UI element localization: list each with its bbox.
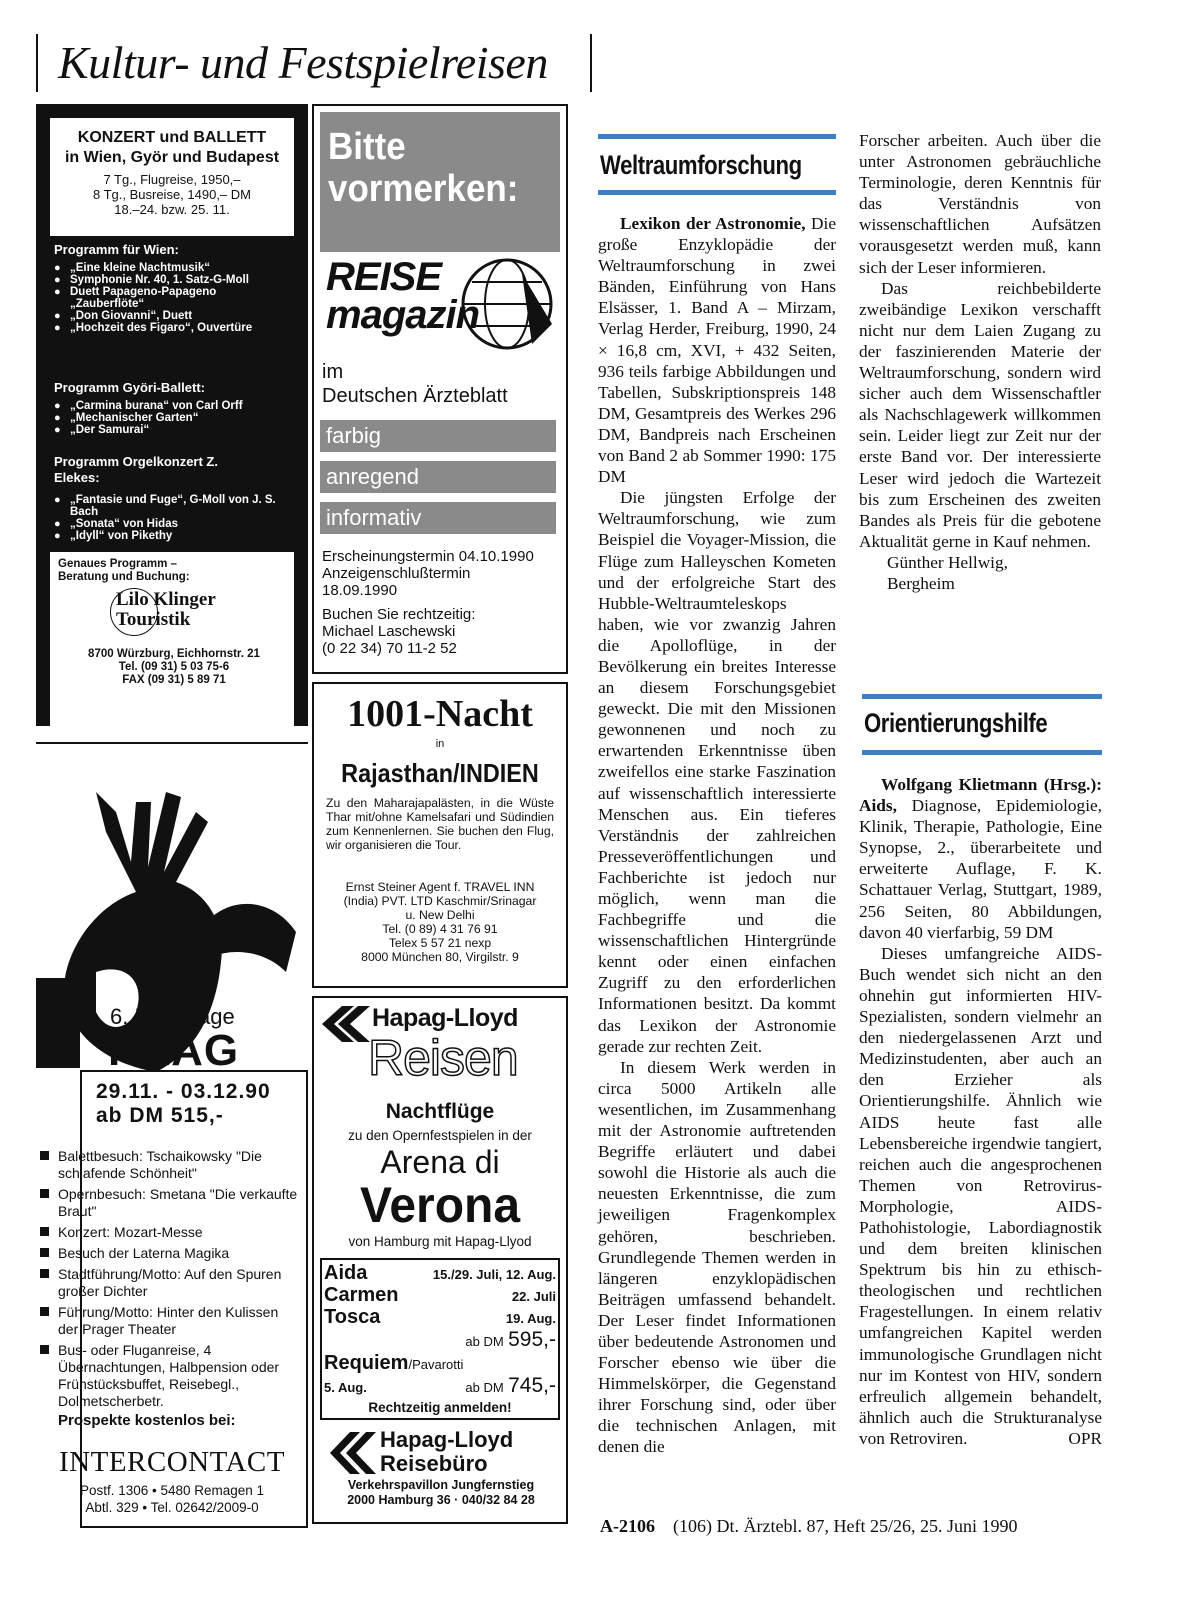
- feature-bar: farbig: [320, 420, 556, 452]
- program-item: ● „Mechanischer Garten“: [54, 412, 298, 424]
- bullet-icon: [40, 1227, 49, 1236]
- office-line: Hapag-Lloyd: [380, 1427, 514, 1452]
- article2-lead: Wolfgang Klietmann (Hrsg.): Aids,: [859, 775, 1102, 816]
- program-heading: Programm Györi-Ballett:: [54, 380, 205, 395]
- ad-1001-title: 1001-Nacht: [347, 693, 533, 735]
- date-line: 18.09.1990: [322, 582, 398, 599]
- price-value: 595,-: [508, 1328, 556, 1351]
- hapag-zu: zu den Opernfestspielen in der: [348, 1128, 532, 1143]
- program-item: ● „Eine kleine Nachtmusik“: [54, 262, 280, 274]
- article-heading-weltraumforschung: Weltraumforschung: [600, 150, 802, 180]
- article2-column: [859, 774, 1102, 1449]
- heading-rule: [862, 694, 1102, 699]
- booking-label: Genaues Programm – Beratung und Buchung:: [58, 558, 190, 583]
- article1-column1: [598, 213, 836, 1458]
- program-item: ● Duett Papageno-Papageno „Zauberflöte“: [54, 286, 280, 310]
- program-gyoer: [54, 380, 298, 436]
- ad-konzert-details: [50, 172, 294, 217]
- hapag-office: [380, 1428, 513, 1476]
- logo-line: REISE: [326, 255, 442, 299]
- company-contact: [60, 648, 288, 687]
- feature-bar: anregend: [320, 461, 556, 493]
- contact-line: Tel. (0 89) 4 31 76 91: [382, 922, 498, 936]
- program-heading: Programm für Wien:: [54, 242, 179, 257]
- prag-item: Konzert: Mozart-Messe: [58, 1224, 203, 1240]
- hapag-anmelden: Rechtzeitig anmelden!: [368, 1400, 512, 1415]
- program-item: ● Symphonie Nr. 40, 1. Satz-G-Moll: [54, 274, 280, 286]
- article1-reference: Die große Enzyklopädie der Weltraumforschung in zwei Bänden, Einführung von Hans Elsässer, 1. Band A – Mirzam, Verlag Herder, Freiburg, 1990, 24 × 16,8 cm, XVI, + 432 Seiten, 936 teils farbige Abbildungen und Tabellen, Subskriptionspreis 148 DM, Gesamtpreis des Werkes 296 DM, Bandpreis nach Erscheinen von Band 2 ab Sommer 1990: 175 DM: [598, 214, 836, 487]
- price-value: 745,-: [508, 1374, 556, 1397]
- ad-reise-magazin: [312, 104, 568, 674]
- address-line: Abtl. 329 • Tel. 02642/2009-0: [85, 1500, 259, 1515]
- ad-bitte-banner: [320, 112, 560, 252]
- contact-line: (India) PVT. LTD Kaschmir/Srinagar: [343, 894, 537, 908]
- program-orgel: [54, 454, 234, 486]
- publication-name: Deutschen Ärzteblatt: [322, 385, 508, 407]
- bullet-icon: [40, 1248, 49, 1257]
- page-number: A-2106: [600, 1516, 655, 1536]
- prag-price: ab DM 515,-: [96, 1104, 224, 1127]
- opera-dates: 19. Aug.: [505, 1311, 556, 1326]
- opera-dates: 15./29. Juli, 12. Aug.: [432, 1267, 556, 1282]
- ad-kulturtage-prag: [36, 742, 308, 1528]
- ad-1001-subtitle: Rajasthan/INDIEN: [341, 758, 539, 788]
- prag-item: Bus- oder Fluganreise, 4 Übernachtungen, Halbpension oder Frühstücksbuffet, Reisebegl., Dolmetscherbetr.: [58, 1342, 280, 1409]
- hapag-nachtfluege: Nachtflüge: [385, 1100, 495, 1123]
- contact-line: 8700 Würzburg, Eichhornstr. 21: [88, 648, 260, 660]
- program-item: ● „Carmina burana“ von Carl Orff: [54, 400, 298, 412]
- price-label: ab DM: [465, 1380, 504, 1395]
- ad-hapag-lloyd: [312, 996, 568, 1524]
- opera-dates: 22. Juli: [511, 1289, 556, 1304]
- opera-name: Aida: [324, 1262, 368, 1284]
- hapag-opera-list: [324, 1262, 556, 1415]
- prag-title: PRAG: [108, 1026, 240, 1075]
- hapag-address: [320, 1478, 562, 1508]
- heading-rule: [598, 190, 836, 195]
- ad-1001-body: Zu den Maharajapalästen, in die Wüste Thar mit/ohne Kamelsafari und Südindien zum Kennenlernen. Sie buchen den Flug, wir organisieren die Tour.: [326, 796, 554, 852]
- program-orgel-list: [54, 494, 298, 542]
- ad-konzert-title: [50, 128, 294, 168]
- reise-magazin-logo: [326, 255, 480, 337]
- title-line: KONZERT und BALLETT: [77, 129, 267, 146]
- ad-bitte-dates: [322, 548, 534, 599]
- logo-line: magazin: [326, 293, 480, 337]
- prag-prospekte: Prospekte kostenlos bei:: [58, 1412, 236, 1429]
- prag-company: INTERCONTACT: [59, 1446, 285, 1478]
- prag-items: [36, 1148, 298, 1429]
- address-line: Postf. 1306 • 5480 Remagen 1: [79, 1483, 265, 1498]
- detail-line: 18.–24. bzw. 25. 11.: [114, 202, 230, 217]
- address-line: Verkehrspavillon Jungfernstieg: [347, 1478, 535, 1492]
- program-item: ● „Idyll“ von Pikethy: [54, 530, 278, 542]
- program-item: ● „Don Giovanni“, Duett: [54, 310, 280, 322]
- article2-signature: OPR: [1068, 1428, 1102, 1448]
- banner-line: Bitte: [328, 126, 406, 168]
- contact-line: Michael Laschewski: [322, 623, 456, 640]
- author-name: Günther Hellwig,: [887, 552, 1008, 572]
- journal-citation: (106) Dt. Ärztebl. 87, Heft 25/26, 25. Juni 1990: [673, 1516, 1018, 1536]
- contact-line: (0 22 34) 70 11-2 52: [322, 640, 457, 657]
- article2-reference: Diagnose, Epidemiologie, Klinik, Therapie, Pathologie, Eine Synopse, 2., überarbeitete und erweiterte Auflage, F. K. Schattauer Verlag, Stuttgart, 1989, 256 Seiten, 80 Abbildungen, davon 40 vierfarbig, 59 DM: [859, 796, 1102, 942]
- hapag-lloyd-logo-icon: [328, 1430, 378, 1476]
- section-title: Kultur- und Festspielreisen: [58, 37, 548, 88]
- bullet-icon: [40, 1151, 49, 1160]
- article1-paragraph: Das reichbebilderte zweibändige Lexikon verschafft nicht nur dem Laien Zugang zu der faszinierenden Materie der Weltraumforschung, sondern wird sicher auch dem Wissenschaftler als Nachschlagewerk willkommen sein. Leider liegt zur Zeit nur der erste Band vor. Der interessierte Leser wird jedoch die Wartezeit bis zum Erscheinen des zweiten Bandes als Preis für die gebotene Aktualität gerne in Kauf nehmen.: [859, 278, 1101, 551]
- article1-signature: [859, 552, 1101, 594]
- prag-dates-price: [96, 1080, 271, 1128]
- date-line: Anzeigenschlußtermin: [322, 565, 471, 582]
- ad-bitte-publication: [322, 360, 508, 408]
- ad-bitte-contact: [322, 606, 475, 657]
- date-line: Erscheinungstermin 04.10.1990: [322, 548, 534, 565]
- page-footer: [600, 1516, 1017, 1537]
- contact-line: Tel. (09 31) 5 03 75-6: [118, 661, 230, 673]
- contact-line: Buchen Sie rechtzeitig:: [322, 606, 476, 623]
- article1-column2: [859, 130, 1101, 594]
- prag-item: Balettbesuch: Tschaikowsky "Die schlafende Schönheit": [58, 1148, 262, 1181]
- address-line: 2000 Hamburg 36 · 040/32 84 28: [347, 1493, 535, 1507]
- contact-line: FAX (09 31) 5 89 71: [122, 674, 226, 686]
- divider: [36, 742, 308, 744]
- hapag-lloyd-logo-icon: [320, 1004, 372, 1044]
- opera-name: Requiem: [324, 1352, 409, 1374]
- opera-name: Carmen: [324, 1284, 399, 1306]
- detail-line: 8 Tg., Busreise, 1490,– DM: [92, 187, 251, 202]
- contact-line: Telex 5 57 21 nexp: [388, 936, 492, 950]
- office-line: Reisebüro: [380, 1451, 488, 1476]
- contact-line: u. New Delhi: [405, 908, 475, 922]
- prag-item: Opernbesuch: Smetana "Die verkaufte Braut": [58, 1186, 298, 1219]
- author-place: Bergheim: [887, 573, 955, 593]
- ad-1001-in: in: [435, 738, 445, 750]
- ad-konzert-ballett: [36, 104, 308, 726]
- decor-block: [36, 978, 80, 1068]
- article1-paragraph: In diesem Werk werden in circa 5000 Artikeln alle wesentlichen, im Zusammenhang mit der Astronomie auftretenden Begriffe erläutert und dabei sowohl die Historie als auch die neuesten Erkenntnisse, die zum jeweiligen Fragenkomplex gehören, beschrieben. Grundlegende Themen werden in längeren enzyklopädischen Beiträgen umfassend behandelt. Der Leser findet Informationen über bedeutende Astronomen und Forscher ebenso wie über die Himmelskörper, die Gegenstand ihrer Forschung sind, oder über die technischen Anlagen, mit denen die: [598, 1057, 836, 1457]
- banner-line: vormerken:: [328, 168, 519, 210]
- program-wien: [54, 242, 298, 334]
- heading-rule: [862, 750, 1102, 755]
- program-item: ● „Fantasie und Fuge“, G-Moll von J. S. Bach: [54, 494, 278, 518]
- price-label: ab DM: [465, 1334, 504, 1349]
- bullet-icon: [40, 1189, 49, 1198]
- company-name: Lilo Klinger Touristik: [116, 589, 216, 630]
- detail-line: 7 Tg., Flugreise, 1950,–: [103, 172, 241, 187]
- prag-address: [36, 1482, 308, 1516]
- article1-paragraph: Forscher arbeiten. Auch über die unter Astronomen gebräuchliche Terminologie, deren Kenntnis für das Verständnis von wissenschaftlichen Aufsätzen vorausgesetzt werden muß, kann sich der Leser informieren.: [859, 131, 1101, 277]
- bullet-icon: [40, 1345, 49, 1354]
- article1-lead: Lexikon der Astronomie,: [620, 214, 806, 233]
- hapag-von: von Hamburg mit Hapag-Llyod: [348, 1234, 532, 1249]
- article1-paragraph: Die jüngsten Erfolge der Weltraumforschung, wie zum Beispiel die Voyager-Mission, die Flüge zum Halleyschen Kometen und der erfolgreiche Start des Hubble-Weltraumteleskops haben, wie vor zwanzig Jahren die Apolloflüge, in der Bevölkerung ein breites Interesse an diesem Forschungsgebiet geweckt. Die mit den Missionen gewonnenen und noch zu erwartenden Erkenntnisse üben zweifellos eine starke Faszination auf wissenschaftlich interessierte Menschen aus. Ein tieferes Verständnis der zahlreichen Presseveröffentlichungen und Fachberichte ist jedoch nur möglich, wenn man die Fachbegriffe und die wissenschaftlichen Hintergründe kennt oder einen einfachen Zugriff zu den erforderlichen Informationen besitzt. Da kommt das Lexikon der Astronomie gerade zur rechten Zeit.: [598, 488, 836, 1056]
- bullet-icon: [40, 1269, 49, 1278]
- hapag-verona: Verona: [359, 1177, 521, 1233]
- ad-1001-contact: [322, 880, 558, 964]
- article2-paragraph: Dieses umfangreiche AIDS-Buch wendet sich nicht an den ohnehin gut informierten HIV-Spezialisten, sondern vielmehr an den niedergelassenen Arzt und Medizinstudenten, aber auch an den Erzieher als Orientierungshilfe. Ähnlich wie AIDS heute fast alle Lebensbereiche irgendwie tangiert, reichen auch die angesprochenen Themen von Retrovirus-Morphologie, AIDS-Pathohistologie, Labordiagnostik und dem breiten klinischen Spektrum bis hin zu ethisch-theologischen und rechtlichen Fragestellungen. In einem relativ umfangreichen Kapitel werden immunologische Grundlagen nicht nur im Kontest von HIV, sondern erfreulich allgemein behandelt, ähnlich auch die Strukturanalyse von Retroviren.: [859, 943, 1102, 1448]
- prag-dates: 29.11. - 03.12.90: [96, 1080, 271, 1103]
- program-item: ● „Sonata“ von Hidas: [54, 518, 278, 530]
- heading-rule: [598, 134, 836, 139]
- hapag-reisen: Reisen: [368, 1030, 518, 1086]
- ad-konzert-header: [50, 118, 294, 236]
- prag-subtitle: 6. Kulturtage: [110, 1004, 235, 1029]
- article-heading-orientierungshilfe: Orientierungshilfe: [864, 708, 1048, 738]
- prag-item: Führung/Motto: Hinter den Kulissen der Prager Theater: [58, 1304, 279, 1337]
- title-line: in Wien, Györ und Budapest: [64, 149, 280, 166]
- opera-dates: 5. Aug.: [324, 1380, 367, 1395]
- prag-item: Stadtführung/Motto: Auf den Spuren großer Dichter: [58, 1266, 282, 1299]
- ad-1001-nacht: [312, 682, 568, 988]
- banner-text: [328, 126, 518, 210]
- hapag-arena: Arena di: [380, 1144, 500, 1180]
- program-item: ● „Der Samurai“: [54, 424, 298, 436]
- opera-name: Tosca: [324, 1306, 381, 1328]
- im-label: im: [322, 361, 344, 383]
- bullet-icon: [40, 1307, 49, 1316]
- program-heading: Programm Orgelkonzert Z. Elekes:: [54, 454, 218, 485]
- contact-line: Ernst Steiner Agent f. TRAVEL INN: [345, 880, 535, 894]
- program-item: ● „Hochzeit des Figaro“, Ouvertüre: [54, 322, 280, 334]
- opera-performer: /Pavarotti: [408, 1357, 464, 1372]
- section-header: [36, 34, 592, 92]
- contact-line: 8000 München 80, Virgilstr. 9: [361, 950, 519, 964]
- prag-item: Besuch der Laterna Magika: [58, 1245, 230, 1261]
- feature-bar: informativ: [320, 502, 556, 534]
- hapag-brand: Hapag-Lloyd: [372, 1004, 518, 1032]
